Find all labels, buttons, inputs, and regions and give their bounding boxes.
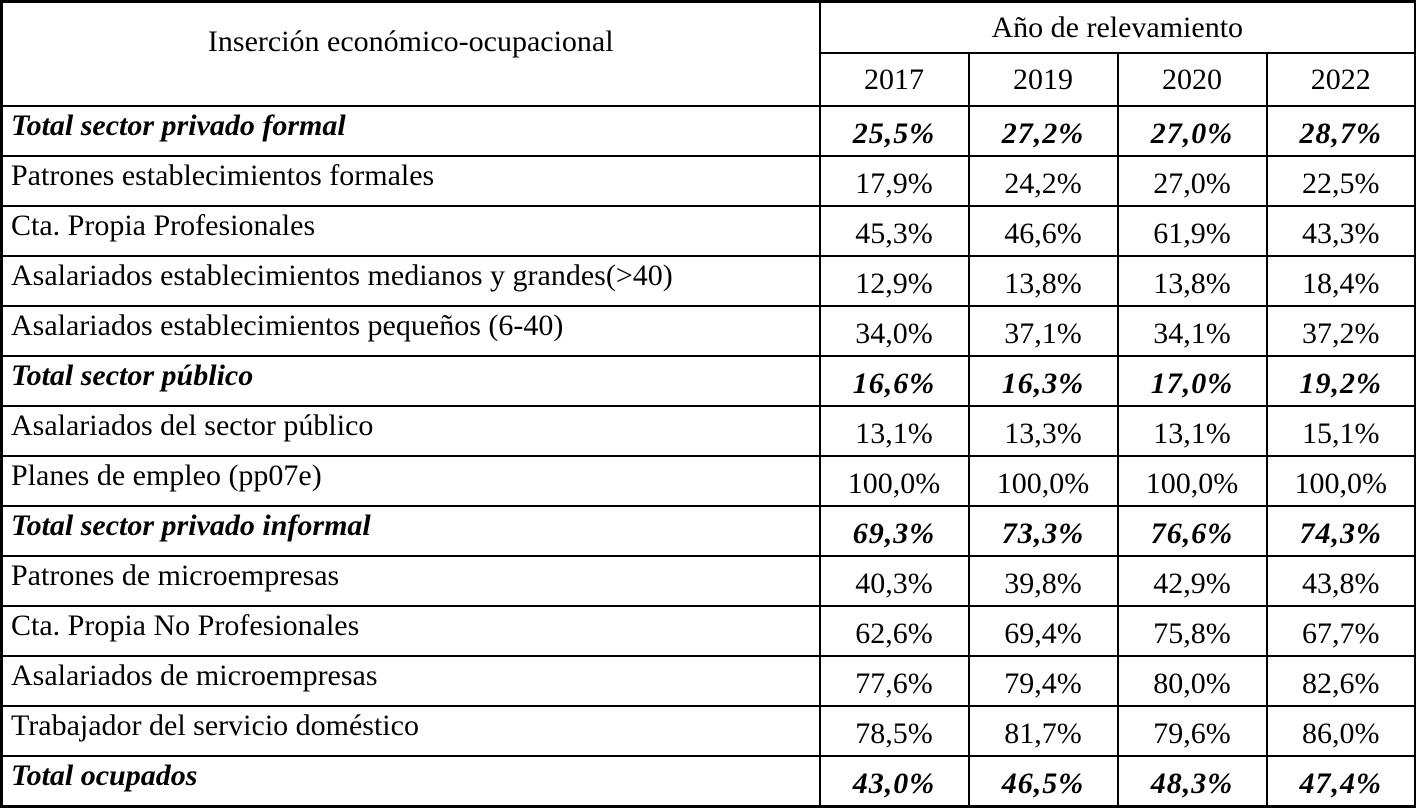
row-value: 24,2% — [969, 156, 1118, 206]
row-label: Total sector público — [2, 356, 820, 406]
row-label: Total sector privado informal — [2, 506, 820, 556]
table-row — [2, 656, 1416, 706]
table-row — [2, 756, 1416, 806]
row-value: 42,9% — [1118, 556, 1267, 606]
row-value: 43,3% — [1267, 206, 1416, 256]
row-label: Cta. Propia No Profesionales — [2, 606, 820, 656]
row-value: 27,0% — [1118, 106, 1267, 156]
table-row — [2, 156, 1416, 206]
row-label: Patrones de microempresas — [2, 556, 820, 606]
row-value: 16,3% — [969, 356, 1118, 406]
table-row — [2, 706, 1416, 756]
row-value: 100,0% — [969, 456, 1118, 506]
table-row — [2, 356, 1416, 406]
table-row — [2, 556, 1416, 606]
header-row-group — [2, 2, 1416, 54]
row-value: 67,7% — [1267, 606, 1416, 656]
row-value: 76,6% — [1118, 506, 1267, 556]
row-label: Total ocupados — [2, 756, 820, 806]
header-year-group: Año de relevamiento — [820, 2, 1416, 54]
row-value: 13,8% — [969, 256, 1118, 306]
row-value: 69,4% — [969, 606, 1118, 656]
header-year: 2019 — [969, 53, 1118, 106]
row-value: 46,5% — [969, 756, 1118, 806]
table-row — [2, 256, 1416, 306]
table-row — [2, 206, 1416, 256]
row-value: 17,0% — [1118, 356, 1267, 406]
row-value: 39,8% — [969, 556, 1118, 606]
row-label: Patrones establecimientos formales — [2, 156, 820, 206]
row-value: 13,1% — [1118, 406, 1267, 456]
row-label: Planes de empleo (pp07e) — [2, 456, 820, 506]
row-value: 69,3% — [820, 506, 969, 556]
row-value: 100,0% — [820, 456, 969, 506]
row-value: 40,3% — [820, 556, 969, 606]
row-value: 12,9% — [820, 256, 969, 306]
row-value: 61,9% — [1118, 206, 1267, 256]
row-value: 80,0% — [1118, 656, 1267, 706]
row-value: 47,4% — [1267, 756, 1416, 806]
row-value: 34,1% — [1118, 306, 1267, 356]
row-value: 18,4% — [1267, 256, 1416, 306]
row-value: 16,6% — [820, 356, 969, 406]
row-label: Asalariados de microempresas — [2, 656, 820, 706]
row-value: 13,1% — [820, 406, 969, 456]
row-value: 100,0% — [1118, 456, 1267, 506]
row-value: 46,6% — [969, 206, 1118, 256]
row-value: 45,3% — [820, 206, 969, 256]
row-value: 37,1% — [969, 306, 1118, 356]
row-label: Total sector privado formal — [2, 106, 820, 156]
row-label: Asalariados del sector público — [2, 406, 820, 456]
header-year: 2017 — [820, 53, 969, 106]
row-value: 75,8% — [1118, 606, 1267, 656]
table-row — [2, 456, 1416, 506]
table-row — [2, 306, 1416, 356]
row-label: Cta. Propia Profesionales — [2, 206, 820, 256]
header-year: 2020 — [1118, 53, 1267, 106]
row-value: 27,2% — [969, 106, 1118, 156]
row-value: 78,5% — [820, 706, 969, 756]
row-value: 15,1% — [1267, 406, 1416, 456]
row-value: 28,7% — [1267, 106, 1416, 156]
row-value: 34,0% — [820, 306, 969, 356]
row-value: 100,0% — [1267, 456, 1416, 506]
header-category: Inserción económico-ocupacional — [2, 2, 820, 107]
row-value: 48,3% — [1118, 756, 1267, 806]
row-value: 19,2% — [1267, 356, 1416, 406]
row-value: 25,5% — [820, 106, 969, 156]
table-row — [2, 406, 1416, 456]
row-value: 79,4% — [969, 656, 1118, 706]
header-year: 2022 — [1267, 53, 1416, 106]
table-row — [2, 606, 1416, 656]
table-row — [2, 106, 1416, 156]
row-value: 17,9% — [820, 156, 969, 206]
row-value: 86,0% — [1267, 706, 1416, 756]
row-value: 73,3% — [969, 506, 1118, 556]
row-value: 62,6% — [820, 606, 969, 656]
row-value: 37,2% — [1267, 306, 1416, 356]
row-value: 82,6% — [1267, 656, 1416, 706]
row-value: 81,7% — [969, 706, 1118, 756]
row-value: 43,8% — [1267, 556, 1416, 606]
table-row — [2, 506, 1416, 556]
row-value: 74,3% — [1267, 506, 1416, 556]
row-value: 13,8% — [1118, 256, 1267, 306]
row-value: 77,6% — [820, 656, 969, 706]
row-value: 27,0% — [1118, 156, 1267, 206]
row-label: Trabajador del servicio doméstico — [2, 706, 820, 756]
row-value: 79,6% — [1118, 706, 1267, 756]
row-label: Asalariados establecimientos pequeños (6-40) — [2, 306, 820, 356]
row-label: Asalariados establecimientos medianos y grandes(>40) — [2, 256, 820, 306]
row-value: 22,5% — [1267, 156, 1416, 206]
row-value: 43,0% — [820, 756, 969, 806]
row-value: 13,3% — [969, 406, 1118, 456]
